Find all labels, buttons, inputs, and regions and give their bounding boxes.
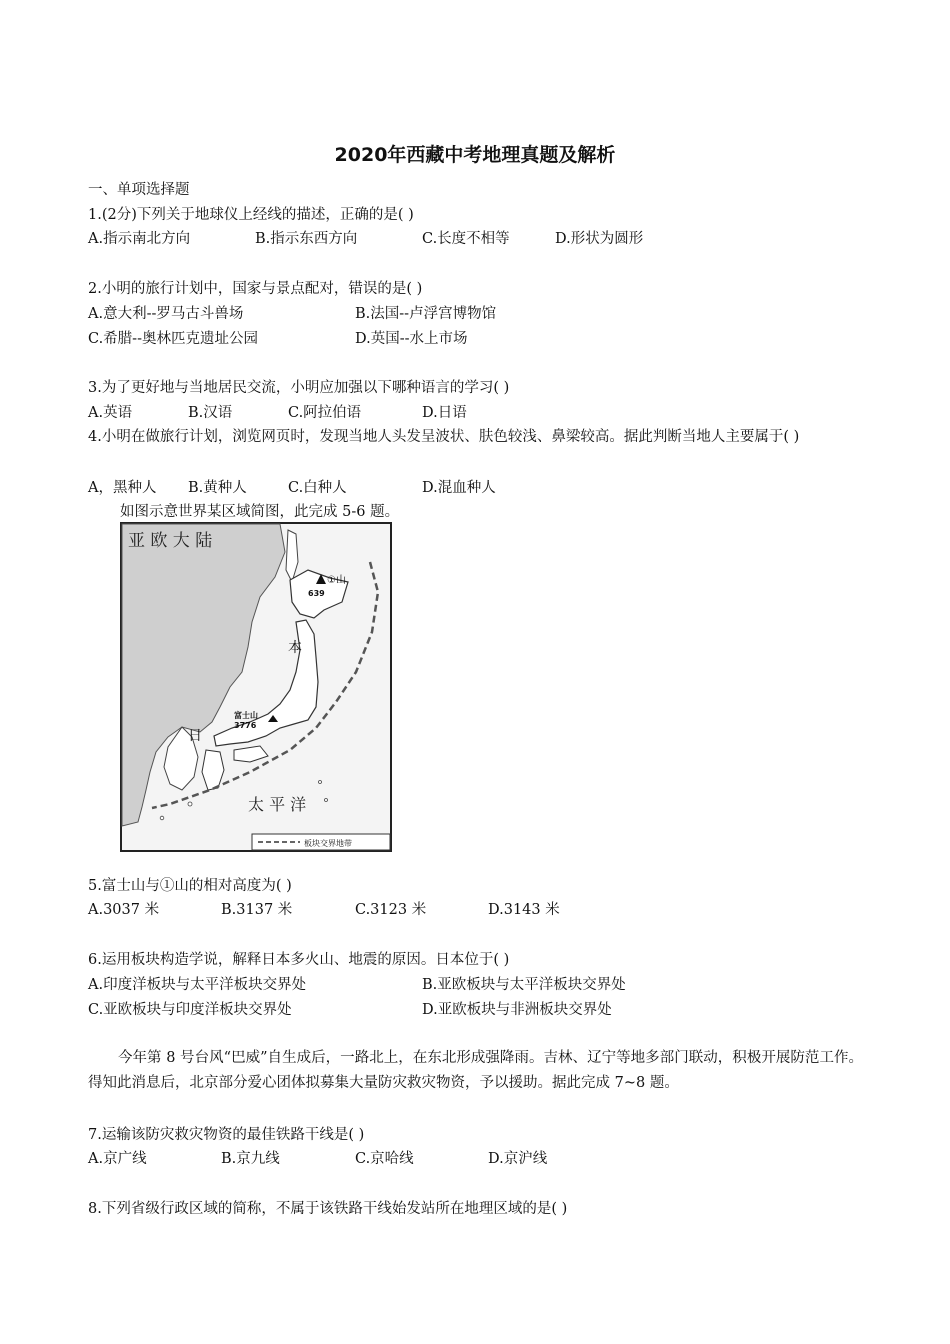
page-title: 2020年西藏中考地理真题及解析 — [334, 144, 616, 166]
japan-map-figure — [120, 522, 392, 852]
q7-option-d: D.京沪线 — [488, 1151, 548, 1167]
q2-option-d: D.英国--水上市场 — [355, 331, 468, 347]
map-ocean-label: 太 平 洋 — [248, 795, 307, 814]
question-8-stem: 8.下列省级行政区域的简称，不属于该铁路干线始发站所在地理区域的是( ) — [88, 1201, 568, 1217]
q2-option-c: C.希腊--奥林匹克遗址公园 — [88, 331, 258, 347]
q2-option-a: A.意大利--罗马古斗兽场 — [88, 306, 244, 322]
q5-option-c: C.3123 米 — [355, 902, 427, 918]
q3-option-b: B.汉语 — [188, 405, 233, 421]
fuji-height: 3776 — [234, 721, 257, 730]
question-3-stem: 3.为了更好地与当地居民交流，小明应加强以下哪种语言的学习( ) — [88, 380, 510, 396]
q5-option-d: D.3143 米 — [488, 902, 560, 918]
map-label-ben: 本 — [288, 640, 302, 656]
q6-option-c: C.亚欧板块与印度洋板块交界处 — [88, 1002, 292, 1018]
q4-option-b: B.黄种人 — [188, 480, 247, 496]
intro-5-6: 如图示意世界某区域简图，此完成 5-6 题。 — [120, 504, 400, 520]
q7-option-a: A.京广线 — [88, 1151, 147, 1167]
question-6-stem: 6.运用板块构造学说，解释日本多火山、地震的原因。日本位于( ) — [88, 952, 510, 968]
mountain-1-height: 639 — [308, 589, 325, 598]
q5-option-a: A.3037 米 — [88, 902, 160, 918]
q7-option-b: B.京九线 — [221, 1151, 280, 1167]
q4-option-c: C.白种人 — [288, 480, 347, 496]
map-legend-text: 板块交界地带 — [304, 839, 352, 848]
q6-option-b: B.亚欧板块与太平洋板块交界处 — [422, 977, 626, 993]
map-label-ri: 日 — [188, 728, 202, 744]
question-2-stem: 2.小明的旅行计划中，国家与景点配对，错误的是( ) — [88, 281, 423, 297]
q2-option-b: B.法国--卢浮宫博物馆 — [355, 306, 497, 322]
q1-option-b: B.指示东西方向 — [255, 231, 358, 247]
q3-option-d: D.日语 — [422, 405, 467, 421]
fuji-label: 富士山 — [234, 711, 258, 720]
q7-option-c: C.京哈线 — [355, 1151, 414, 1167]
q4-option-d: D.混血种人 — [422, 480, 496, 496]
q3-option-c: C.阿拉伯语 — [288, 405, 362, 421]
intro-7-8: 今年第 8 号台风“巴威”自生成后，一路北上，在东北形成强降雨。吉林、辽宁等地多部门联动，积极开展防范工作。得知此消息后，北京部分爱心团体拟募集大量防灾救灾物资，予以援助。据此完成 7~8 题。 — [88, 1050, 863, 1091]
q6-option-d: D.亚欧板块与非洲板块交界处 — [422, 1002, 612, 1018]
question-7-stem: 7.运输该防灾救灾物资的最佳铁路干线是( ) — [88, 1127, 365, 1143]
question-4-stem: 4.小明在做旅行计划，浏览网页时，发现当地人头发呈波状、肤色较浅、鼻梁较高。据此判断当地人主要属于( ) — [88, 429, 800, 445]
mountain-1-label: ①山 — [327, 575, 346, 586]
section-heading: 一、单项选择题 — [88, 182, 190, 198]
question-1-stem: 1.(2分)下列关于地球仪上经线的描述，正确的是( ) — [88, 207, 414, 223]
q4-option-a: A，黑种人 — [88, 480, 157, 496]
q1-option-c: C.长度不相等 — [422, 231, 510, 247]
q1-option-d: D.形状为圆形 — [555, 231, 644, 247]
q6-option-a: A.印度洋板块与太平洋板块交界处 — [88, 977, 307, 993]
q5-option-b: B.3137 米 — [221, 902, 293, 918]
q3-option-a: A.英语 — [88, 405, 133, 421]
question-5-stem: 5.富士山与①山的相对高度为( ) — [88, 878, 292, 894]
map-continent-label: 亚 欧 大 陆 — [128, 531, 213, 551]
q1-option-a: A.指示南北方向 — [88, 231, 191, 247]
